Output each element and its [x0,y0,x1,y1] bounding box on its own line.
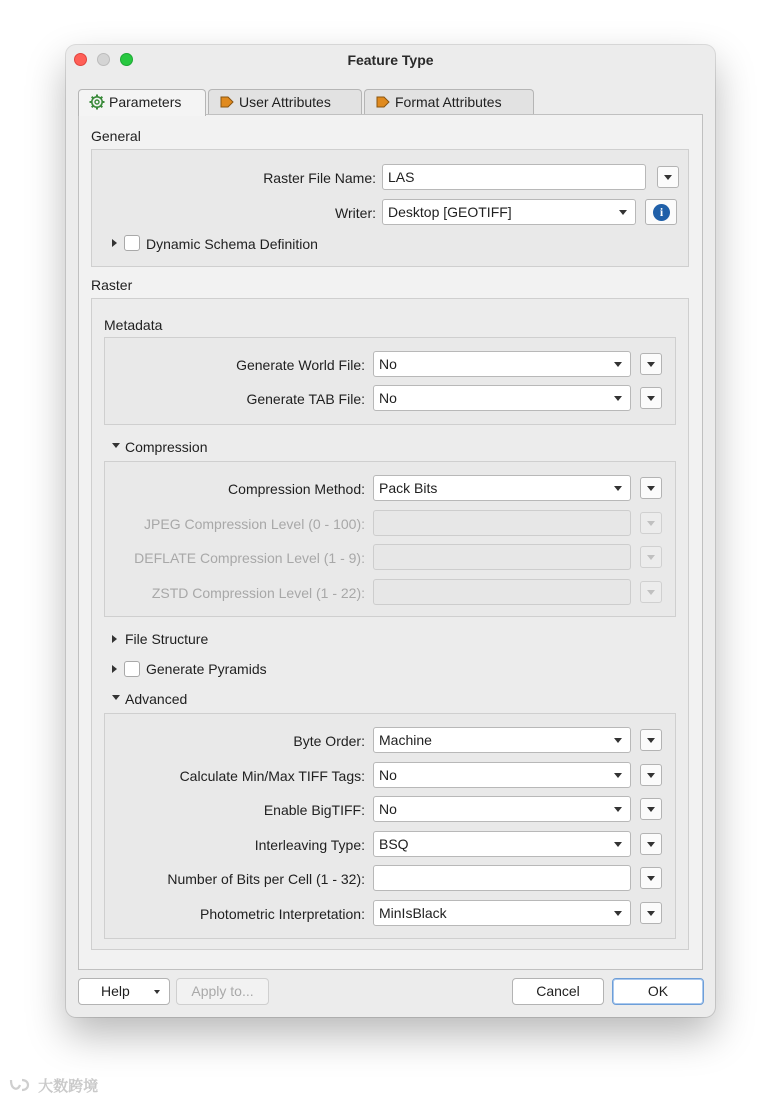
raster-file-name-label: Raster File Name: [263,170,376,186]
byte-order-value: Machine [379,732,432,748]
chevron-down-icon[interactable] [154,990,160,994]
metadata-group [104,337,676,425]
bits-per-cell-menu-button[interactable] [640,867,662,889]
minmax-label: Calculate Min/Max TIFF Tags: [179,768,365,784]
maximize-window-button[interactable] [120,53,133,66]
chevron-down-icon [647,590,655,595]
chevron-down-icon [647,807,655,812]
arrow-tag-icon [219,94,235,110]
tab-file-select[interactable] [373,385,631,411]
world-file-label: Generate World File: [236,357,365,373]
chevron-down-icon [647,521,655,526]
feature-type-dialog [66,45,715,1017]
zstd-level-input [373,579,631,605]
arrow-tag-icon [375,94,391,110]
compression-group [104,461,676,617]
chevron-down-icon [664,175,672,180]
window-title: Feature Type [347,52,434,68]
general-heading: General [91,128,141,144]
chevron-down-icon [647,486,655,491]
writer-info-button[interactable] [645,199,677,225]
title-bar [66,45,715,75]
deflate-level-input [373,544,631,570]
chevron-down-icon [614,362,622,367]
tab-parameters-label: Parameters [109,94,182,110]
compression-method-select[interactable] [373,475,631,501]
gear-icon [89,94,105,110]
zstd-level-label: ZSTD Compression Level (1 - 22): [151,585,365,601]
chevron-down-icon [647,842,655,847]
minmax-value: No [379,767,397,783]
watermark-text: 大数跨境 [38,1078,99,1095]
info-icon: i [653,204,670,221]
bigtiff-select[interactable] [373,796,631,822]
deflate-level-menu-button [640,546,662,568]
minimize-window-button[interactable] [97,53,110,66]
writer-value: Desktop [GEOTIFF] [388,204,512,220]
chevron-down-icon [614,911,622,916]
tab-user-attributes-label: User Attributes [239,94,331,110]
chevron-down-icon [647,396,655,401]
minmax-select[interactable] [373,762,631,788]
watermark [8,1075,98,1096]
world-file-menu-button[interactable] [640,353,662,375]
chevron-down-icon [614,396,622,401]
cancel-button[interactable]: Cancel [512,978,604,1005]
watermark-logo-icon [8,1076,34,1094]
photometric-menu-button[interactable] [640,902,662,924]
compression-method-value: Pack Bits [379,480,438,496]
writer-select[interactable] [382,199,636,225]
byte-order-menu-button[interactable] [640,729,662,751]
photometric-value: MinIsBlack [379,905,447,921]
chevron-down-icon [614,807,622,812]
chevron-down-icon [647,738,655,743]
help-button-label: Help [101,983,130,999]
interleaving-value: BSQ [379,836,409,852]
tab-parameters[interactable] [78,89,206,116]
minmax-menu-button[interactable] [640,764,662,786]
deflate-level-label: DEFLATE Compression Level (1 - 9): [134,550,365,566]
bigtiff-menu-button[interactable] [640,798,662,820]
parameters-panel [78,114,703,970]
compression-heading: Compression [125,439,208,455]
advanced-heading: Advanced [125,691,188,707]
general-group [91,149,689,267]
writer-label: Writer: [335,205,376,221]
bigtiff-value: No [379,801,397,817]
generate-pyramids-label: Generate Pyramids [146,661,267,677]
world-file-select[interactable] [373,351,631,377]
photometric-label: Photometric Interpretation: [200,906,365,922]
tab-format-attributes-label: Format Attributes [395,94,502,110]
dynamic-schema-checkbox[interactable] [124,235,140,251]
raster-group [91,298,689,950]
disclosure-right-icon[interactable] [112,635,117,643]
interleaving-menu-button[interactable] [640,833,662,855]
jpeg-level-label: JPEG Compression Level (0 - 100): [144,516,365,532]
chevron-down-icon [647,911,655,916]
chevron-down-icon [647,555,655,560]
close-window-button[interactable] [74,53,87,66]
chevron-down-icon [619,210,627,215]
jpeg-level-input [373,510,631,536]
interleaving-label: Interleaving Type: [254,837,365,853]
disclosure-right-icon[interactable] [112,239,117,247]
bigtiff-label: Enable BigTIFF: [263,802,365,818]
tab-file-value: No [379,390,397,406]
chevron-down-icon [614,773,622,778]
chevron-down-icon [647,773,655,778]
jpeg-level-menu-button [640,512,662,534]
chevron-down-icon [614,842,622,847]
dynamic-schema-label: Dynamic Schema Definition [146,236,318,252]
generate-pyramids-checkbox[interactable] [124,661,140,677]
tab-file-menu-button[interactable] [640,387,662,409]
raster-heading: Raster [91,277,133,293]
bits-per-cell-input[interactable] [373,865,631,891]
interleaving-select[interactable] [373,831,631,857]
chevron-down-icon [647,876,655,881]
chevron-down-icon [647,362,655,367]
disclosure-right-icon[interactable] [112,665,117,673]
chevron-down-icon [614,738,622,743]
disclosure-down-icon[interactable] [112,695,120,700]
raster-file-name-input[interactable]: LAS [382,164,646,190]
ok-button[interactable]: OK [612,978,704,1005]
compression-method-label: Compression Method: [228,481,365,497]
tab-format-attributes[interactable] [364,89,534,114]
file-structure-label: File Structure [125,631,209,647]
compression-method-menu-button[interactable] [640,477,662,499]
byte-order-select[interactable] [373,727,631,753]
advanced-group [104,713,676,939]
metadata-heading: Metadata [104,317,163,333]
byte-order-label: Byte Order: [293,733,365,749]
tab-user-attributes[interactable] [208,89,362,114]
zstd-level-menu-button [640,581,662,603]
raster-file-name-menu-button[interactable] [657,166,679,188]
disclosure-down-icon[interactable] [112,443,120,448]
world-file-value: No [379,356,397,372]
apply-to-button: Apply to... [176,978,269,1005]
tab-file-label: Generate TAB File: [246,391,365,407]
chevron-down-icon [614,486,622,491]
help-button[interactable] [78,978,170,1005]
photometric-select[interactable] [373,900,631,926]
bits-per-cell-label: Number of Bits per Cell (1 - 32): [167,871,365,887]
